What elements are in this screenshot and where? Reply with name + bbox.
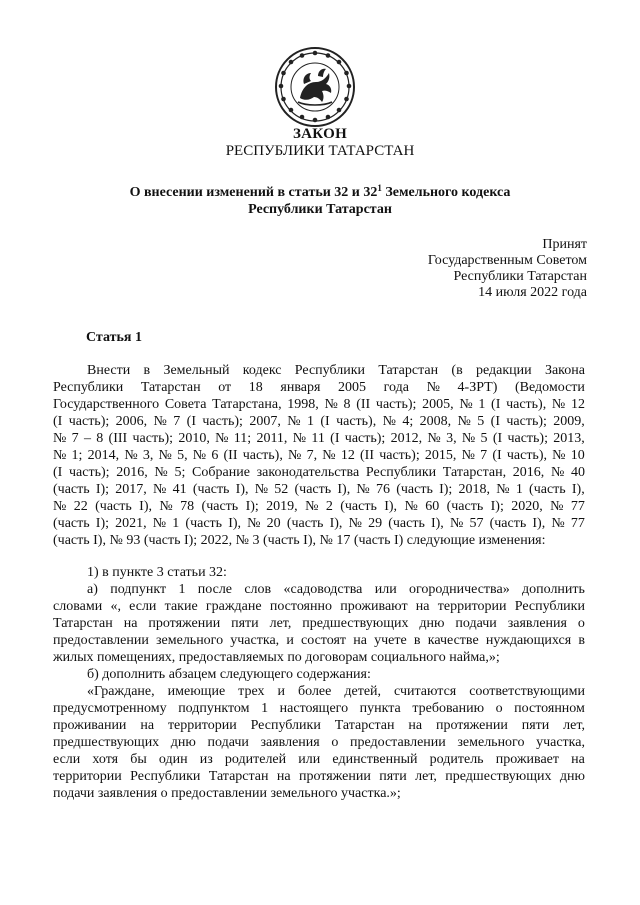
law-subject: О внесении изменений в статьи 32 и $32^1$ Земельного кодекса Республики Татарстан — [129, 183, 511, 217]
text-line: Татарстан на протяжении пяти лет, предшествующих дню подачи заявления о — [53, 616, 585, 631]
adoption-block: Принят Государственным Советом Республики Татарстан 14 июля 2022 года — [427, 237, 587, 300]
text-line: жилых помещениях, предоставляемых по договорам социального найма,»; — [53, 650, 500, 665]
text-line: Государственного Совета Татарстана, 1998, № 8 (II часть); 2005, № 1 (I часть), № 12 — [53, 397, 585, 412]
text-line: (часть I), № 93 (часть I); 2022, № 3 (часть I), № 17 (часть I) следующие изменения: — [53, 533, 546, 548]
law-republic: РЕСПУБЛИКИ ТАТАРСТАН — [225, 143, 415, 159]
text-line: (часть I); 2021, № 1 (часть I), № 20 (часть I), № 29 (часть I), № 57 (часть I), № 77 — [53, 516, 585, 531]
text-line: а) подпункт 1 после слов «садоводства или огородничества» дополнить — [87, 582, 585, 597]
text-line: (I часть); 2006, № 7 (I часть); 2007, № 1 (I часть), № 4; 2008, № 5 (I часть); 2009, — [53, 414, 585, 429]
text-line: № 22 (часть I), № 78 (часть I); 2019, № 2 (часть I), № 60 (часть I); 2020, № 77 — [53, 499, 585, 514]
text-line: предоставлении земельного участка, и состоят на учете в качестве нуждающихся в — [53, 633, 585, 648]
article-heading: Статья 1 — [86, 330, 142, 345]
text-line: № 7 – 8 (III часть); 2010, № 11; 2011, № 11 (I часть); 2012, № 3, № 5 (I часть); 2013, — [53, 431, 585, 446]
text-line: предшествующих дню подачи заявления о предоставлении земельного участка, — [53, 735, 585, 750]
text-line: словами «, если такие граждане постоянно проживают на территории Республики — [53, 599, 585, 614]
text-line: Республики Татарстан от 18 января 2005 года № 4-ЗРТ) (Ведомости — [53, 380, 585, 395]
text-line: подачи заявления о предоставлении земельного участка.»; — [53, 786, 401, 801]
item-1: 1) в пункте 3 статьи 32: — [87, 565, 227, 580]
text-line: если хотя бы один из родителей или единственный родитель проживает на — [53, 752, 585, 767]
item-a-paragraph — [53, 581, 585, 666]
text-line: (часть I); 2017, № 41 (часть I), № 52 (часть I), № 76 (часть I); 2018, № 1 (часть I), — [53, 482, 585, 497]
text-line: проживании на территории Республики Татарстан на протяжении пяти лет, — [53, 718, 585, 733]
item-b: б) дополнить абзацем следующего содержания: — [87, 667, 371, 682]
text-line: «Граждане, имеющие трех и более детей, считаются соответствующими — [87, 684, 585, 699]
law-title: ЗАКОН — [292, 126, 348, 142]
text-line: (I часть); 2016, № 5; Собрание законодательства Республики Татарстан, 2016, № 40 — [53, 465, 585, 480]
intro-paragraph — [53, 362, 585, 549]
text-line: территории Республики Татарстан на протяжении пяти лет, предшествующих дню — [53, 769, 585, 784]
text-line: № 1; 2014, № 3, № 5, № 6 (II часть), № 7, № 12 (II часть); 2015, № 7 (I часть), № 10 — [53, 448, 585, 463]
tatarstan-emblem-icon — [274, 46, 356, 128]
quote-paragraph — [53, 683, 585, 802]
text-line: Внести в Земельный кодекс Республики Татарстан (в редакции Закона — [87, 363, 585, 378]
text-line: предусмотренному подпунктом 1 настоящего пункта требованию о постоянном — [53, 701, 585, 716]
